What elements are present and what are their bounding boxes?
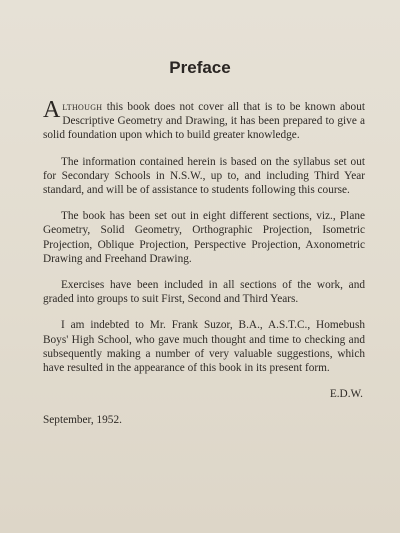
preface-body [43, 97, 365, 440]
paragraph-5: I am indebted to Mr. Frank Suzor, B.A., A.S.T.C., Homebush Boys' High School, who gave much thought and time to checking and subsequently making a number of very valuable suggestions, which have resulted in the appearance of this book in its present form. [43, 319, 365, 375]
paragraph-2: The information contained herein is based on the syllabus set out for Secondary Schools in N.S.W., up to, and including Third Year standard, and will be of assistance to students following this course. [43, 155, 365, 197]
paragraph-4: Exercises have been included in all sections of the work, and graded into groups to suit First, Second and Third Years. [43, 279, 365, 306]
opening-word: lthough [62, 101, 103, 113]
author-initials: E.D.W. [329, 388, 363, 401]
drop-cap: A [43, 97, 61, 123]
paragraph-1 [43, 97, 365, 143]
preface-date: September, 1952. [43, 414, 122, 427]
paragraph-3: The book has been set out in eight different sections, viz., Plane Geometry, Solid Geometry, Orthographic Projection, Isometric Projection, Oblique Projection, Perspective Projection, Axonometric Drawing and Freehand Drawing. [43, 210, 365, 265]
page-title: Preface [169, 58, 231, 77]
paragraph-1-text: this book does not cover all that is to be known about Descriptive Geometry and Drawing, it has been prepared to give a solid foundation upon which to build greater knowledge. [43, 101, 365, 142]
